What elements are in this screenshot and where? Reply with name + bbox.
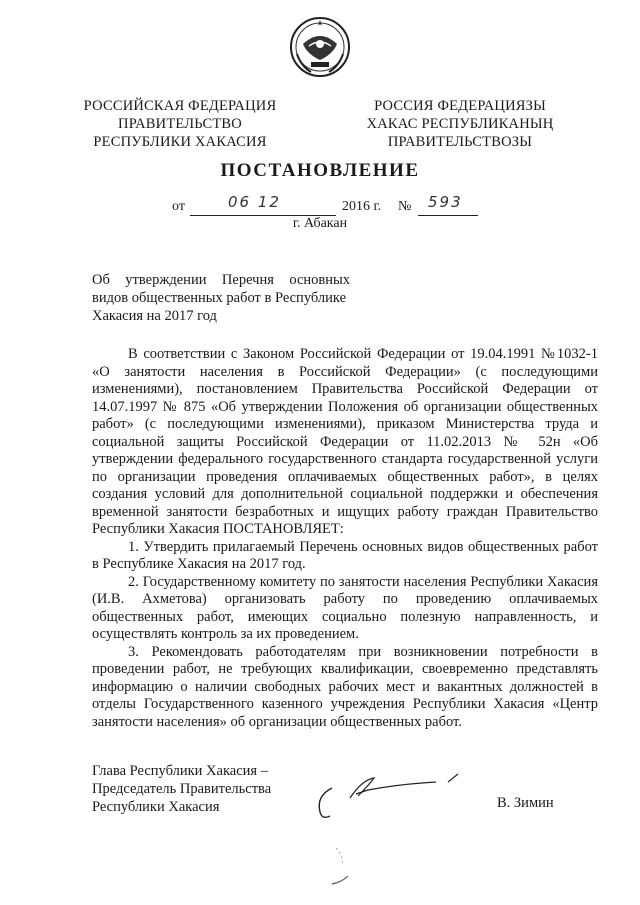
date-prefix: от xyxy=(172,199,185,214)
header-left xyxy=(70,97,290,151)
signer-position-line: Председатель Правительства xyxy=(92,781,272,797)
document-body xyxy=(92,346,598,731)
header-right-line: РОССИЯ ФЕДЕРАЦИЯЗЫ xyxy=(374,98,546,114)
date-handwritten: 06 12 xyxy=(228,193,281,211)
document-title: ПОСТАНОВЛЕНИЕ xyxy=(220,160,420,181)
subject-line: Об утверждении Перечня основных xyxy=(92,272,350,288)
date-year: 2016 г. xyxy=(342,199,382,214)
header-left-line: РЕСПУБЛИКИ ХАКАСИЯ xyxy=(93,134,267,150)
resolution-item-3: 3. Рекомендовать работодателям при возникновении потребности в проведении работ, не требующих квалификации, своевременно представлять информацию о наличии свободных рабочих мест и вакантных должностей в отделы Государственного казенного учреждения Республики Хакасия «Центр занятости населения» об организации общественных работ. xyxy=(92,643,598,730)
header-left-line: РОССИЙСКАЯ ФЕДЕРАЦИЯ xyxy=(83,98,277,114)
header-right-line: ХАКАС РЕСПУБЛИКАНЫҢ xyxy=(366,116,554,132)
document-subject xyxy=(92,271,350,325)
subject-line: Хакасия на 2017 год xyxy=(92,308,217,324)
signer-position-line: Глава Республики Хакасия – xyxy=(92,763,268,779)
header-right-line: ПРАВИТЕЛЬСТВОЗЫ xyxy=(387,134,533,150)
signer-position-line: Республики Хакасия xyxy=(92,799,220,815)
header-left-line: ПРАВИТЕЛЬСТВО xyxy=(118,116,242,132)
resolution-item-1: 1. Утвердить прилагаемый Перечень основных видов общественных работ в Республике Хакасия на 2017 год. xyxy=(92,538,598,572)
signer-position xyxy=(92,762,292,816)
subject-line: видов общественных работ в Республике xyxy=(92,290,347,306)
number-handwritten: 593 xyxy=(428,193,463,211)
header-right xyxy=(345,97,575,151)
resolution-item-2: 2. Государственному комитету по занятости населения Республики Хакасия (И.В. Ахметова) организовать работу по проведению оплачиваемых общественных работ, имеющих социально полезную направленность, и осуществлять контроль за их проведением. xyxy=(92,573,598,642)
faint-mark xyxy=(322,840,362,890)
city: г. Абакан xyxy=(292,216,348,231)
coat-of-arms-icon xyxy=(289,14,351,80)
signer-name: В. Зимин xyxy=(497,795,554,811)
number-sign: № xyxy=(398,199,412,214)
preamble-paragraph: В соответствии с Законом Российской Федерации от 19.04.1991 №1032-1 «О занятости населения в Российской Федерации» (с последующими изменениями), постановлением Правительства Российской Федерации от 14.07.1997 № 875 «Об утверждении Положения об организации общественных работ» (с последующими изменениями), приказом Министерства труда и социальной защиты Российской Федерации от 11.02.2013 № 52н «Об утверждении федерального государственного стандарта государственной услуги по организации проведения оплачиваемых общественных работ», в целях создания условий для дополнительной социальной поддержки и обеспечения временной занятости безработных и ищущих работу граждан Правительство Республики Хакасия ПОСТАНОВЛЯЕТ: xyxy=(92,346,598,537)
handwritten-signature-icon xyxy=(310,760,480,830)
